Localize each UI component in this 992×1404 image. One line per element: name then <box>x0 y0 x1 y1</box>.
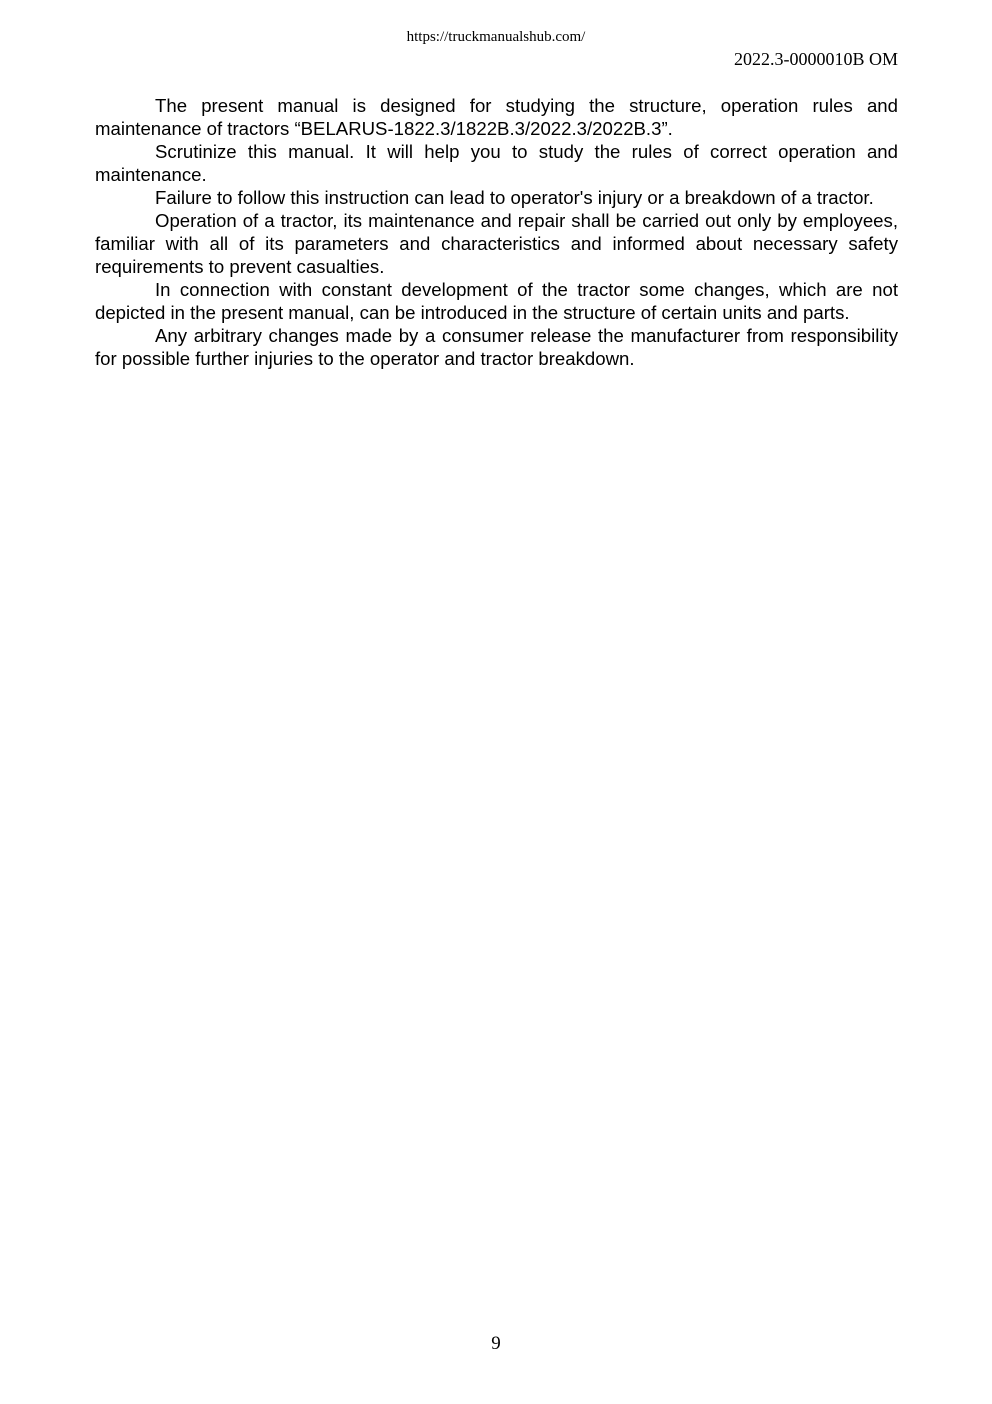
paragraph: Any arbitrary changes made by a consumer release the manufacturer from responsibility for possible further injuries to the operator and tractor breakdown. <box>95 325 898 369</box>
manual-introduction <box>95 94 898 370</box>
paragraph: Scrutinize this manual. It will help you to study the rules of correct operation and maintenance. <box>95 141 898 185</box>
paragraph: In connection with constant development of the tractor some changes, which are not depicted in the present manual, can be introduced in the structure of certain units and parts. <box>95 279 898 323</box>
paragraph: Failure to follow this instruction can lead to operator's injury or a breakdown of a tractor. <box>155 187 874 208</box>
page-number: 9 <box>491 1333 501 1354</box>
paragraph: The present manual is designed for studying the structure, operation rules and maintenance of tractors “BELARUS-1822.3/1822B.3/2022.3/2022B.3”. <box>95 95 898 139</box>
paragraph: Operation of a tractor, its maintenance and repair shall be carried out only by employees, familiar with all of its parameters and characteristics and informed about necessary safety requirements to prevent casualties. <box>95 210 898 277</box>
source-url: https://truckmanualshub.com/ <box>406 29 586 45</box>
document-code: 2022.3-0000010B OM <box>733 49 898 69</box>
